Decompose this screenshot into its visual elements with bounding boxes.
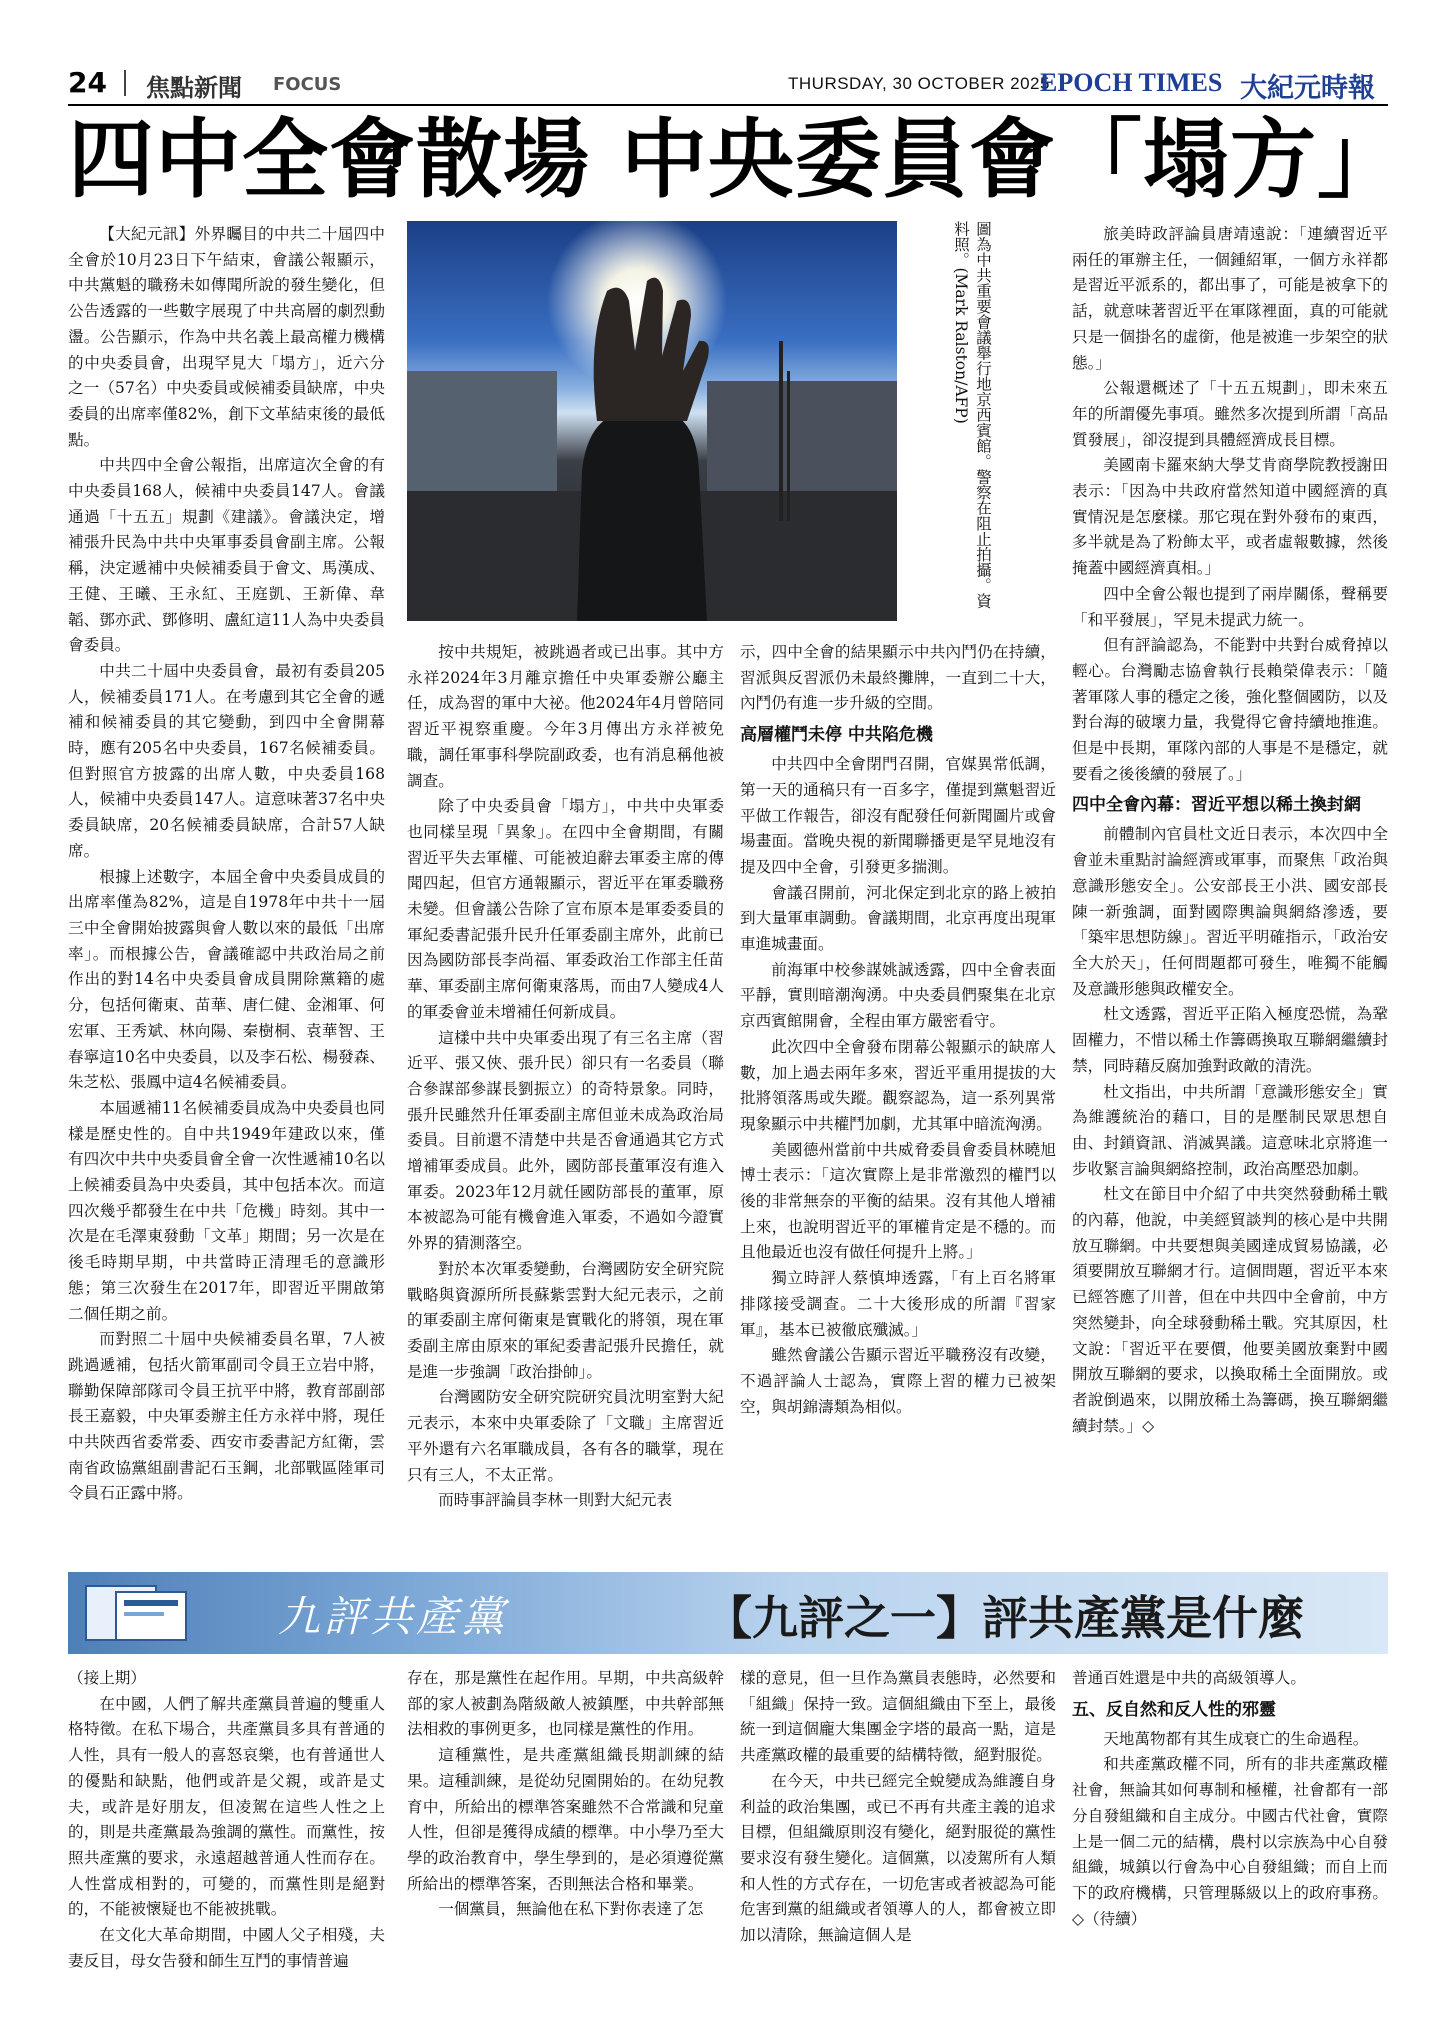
paragraph: 示，四中全會的結果顯示中共內鬥仍在持續，習派與反習派仍未最終攤牌，一直到二十大，內鬥仍有進一步升級的空間。 — [740, 643, 1056, 713]
paragraph: 中共四中全會閉門召開，官媒異常低調，第一天的通稿只有一百多字，僅提到黨魁習近平做工作報告，卻沒有配發任何新聞圖片或會場畫面。當晚央視的新聞聯播更是罕見地沒有提及四中全會，引發更多揣測。 — [740, 755, 1056, 876]
paragraph: 和共產黨政權不同，所有的非共產黨政權社會，無論其如何專制和極權，社會都有一部分自發組織和自主成分。中國古代社會，實際上是一個二元的結構，農村以宗族為中心自發組織，城鎮以行會為中心自發組織；而自上而下的政府機構，只管理縣級以上的政府事務。◇（待續） — [1072, 1755, 1388, 1928]
paragraph: 在中國，人們了解共產黨員普遍的雙重人格特徵。在私下場合，共產黨員多具有普通的人性，具有一般人的喜怒哀樂，也有普通世人的優點和缺點，他們或許是父親，或許是丈夫，或許是好朋友，但凌駕在這些人性之上的，則是共產黨最為強調的黨性。而黨性，按照共產黨的要求，永遠超越普通人性而存在。人性當成相對的，可變的，而黨性則是絕對的，不能被懷疑也不能被挑戰。 — [68, 1694, 385, 1919]
paragraph: 此次四中全會發布閉幕公報顯示的缺席人數，加上過去兩年多來，習近平重用提拔的大批將領落馬或失蹤。觀察認為，這一系列異常現象顯示中共權鬥加劇，尤其軍中暗流洶湧。 — [740, 1037, 1056, 1133]
nine-commentaries-banner — [68, 1572, 1388, 1654]
paragraph: 這樣中共中央軍委出現了有三名主席（習近平、張又俠、張升民）卻只有一名委員（聯合參謀部參謀長劉振立）的奇特景象。同時，張升民雖然升任軍委副主席但並未成為政治局委員。目前還不清楚中共是否會通過其它方式增補軍委成員。此外，國防部長董軍沒有進入軍委。2023年12月就任國防部長的董軍，原本被認為可能有機會進入軍委，不過如今證實外界的猜測落空。 — [407, 1028, 724, 1253]
paragraph: 一個黨員，無論他在私下對你表達了怎 — [438, 1900, 704, 1919]
paragraph: （接上期） — [68, 1669, 146, 1687]
paragraph: 在文化大革命期間，中國人父子相殘，夫妻反目，母女告發和師生互鬥的事情普遍 — [68, 1926, 385, 1970]
paragraph: 杜文指出，中共所謂「意識形態安全」實為維護統治的藉口，目的是壓制民眾思想自由、封鎖資訊、消滅異議。這意味北京將進一步收緊言論與網絡控制，政治高壓恐加劇。 — [1072, 1082, 1388, 1178]
article-column-1 — [68, 222, 385, 1544]
paragraph: 美國南卡羅來納大學艾肯商學院教授謝田表示：「因為中共政府當然知道中國經濟的真實情況是怎麼樣。那它現在對外發布的東西，多半就是為了粉飾太平，或者虛報數據，然後掩蓋中國經濟真相。」 — [1072, 456, 1388, 578]
news-photo — [407, 221, 897, 621]
paragraph: 在今天，中共已經完全蛻變成為維護自身利益的政治集團，或已不再有共產主義的追求目標，但組織原則沒有變化，絕對服從的黨性要求沒有發生變化。這個黨，以凌駕所有人類和人性的方式存在，一切危害或者被認為可能危害到黨的組織或者領導人的人，都會被立即加以清除，無論這個人是 — [740, 1771, 1056, 1945]
banner-series-title: 九評共產黨 — [278, 1592, 509, 1641]
section-name: 焦點新聞 — [146, 74, 242, 102]
paragraph: 天地萬物都有其生成衰亡的生命過程。 — [1103, 1729, 1369, 1748]
paragraph: 獨立時評人蔡慎坤透露，「有上百名將軍排隊接受調查。二十大後形成的所謂『習家軍』，基本已被徹底殲滅。」 — [740, 1269, 1056, 1339]
paragraph: 而對照二十屆中央候補委員名單，7人被跳過遞補，包括火箭軍副司令員王立岩中將，聯勤保障部隊司令員王抗平中將，教育部副部長王嘉毅，中央軍委辦主任方永祥中將，現任中共陝西省委常委、西安市委書記方紅衛，雲南省政協黨組副書記石玉鋼，北部戰區陸軍司令員石正露中將。 — [68, 1330, 385, 1503]
paragraph: 根據上述數字，本屆全會中央委員成員的出席率僅為82%，這是自1978年中共十一屆三中全會開始披露與會人數以來的最低「出席率」。而根據公告，會議確認中共政治局之前作出的對14名中央委員會成員開除黨籍的處分，包括何衛東、苗華、唐仁健、金湘軍、何宏軍、王秀斌、林向陽、秦樹桐、袁華智、王春寧這10名中央委員，以及李石松、楊發森、朱芝松、張鳳中這4名候補委員。 — [68, 867, 385, 1092]
paragraph: 除了中央委員會「塌方」，中共中央軍委也同樣呈現「異象」。在四中全會期間，有關習近平失去軍權、可能被迫辭去軍委主席的傳聞四起，但官方通報顯示，習近平在軍委職務未變。但會議公告除了宣布原本是軍委委員的軍紀委書記張升民升任軍委副主席外，此前已因為國防部長李尚福、軍委政治工作部主任苗華、軍委副主席何衛東落馬，而由7人變成4人的軍委會並未增補任何新成員。 — [407, 797, 724, 1021]
paragraph: 會議召開前，河北保定到北京的路上被拍到大量軍車調動。會議期間，北京再度出現軍車進城畫面。 — [740, 883, 1056, 954]
paragraph: 【大紀元訊】外界矚目的中共二十屆四中全會於10月23日下午結束，會議公報顯示，中共黨魁的職務未如傳聞所說的發生變化，但公告透露的一些數字展現了中共高層的劇烈動盪。公告顯示，作為中共名義上最高權力機構的中央委員會，出現罕見大「塌方」，近六分之一（57名）中央委員或候補委員缺席，中央委員的出席率僅82%，創下文革結束後的最低點。 — [68, 225, 385, 449]
photo-scene — [407, 221, 897, 621]
masthead-en: EPOCH TIMES — [1040, 68, 1223, 97]
paragraph: 前體制內官員杜文近日表示，本次四中全會並未重點討論經濟或軍事，而聚焦「政治與意識形態安全」。公安部長王小洪、國安部長陳一新強調，面對國際輿論與網絡滲透，要「築牢思想防線」。習近平明確指示，「政治安全大於天」，任何問題都可發生，唯獨不能觸及意識形態與政權安全。 — [1072, 825, 1388, 998]
paragraph: 美國德州當前中共威脅委員會委員林曉旭博士表示：「這次實際上是非常激烈的權鬥以後的非常無奈的平衡的結果。沒有其他人增補上來，也說明習近平的軍權肯定是不穩的。而且他最近也沒有做任何提升上將。」 — [740, 1140, 1056, 1262]
paragraph: 存在，那是黨性在起作用。早期，中共高級幹部的家人被劃為階級敵人被鎮壓，中共幹部無法相救的事例更多，也同樣是黨性的作用。 — [407, 1669, 724, 1739]
subheading: 高層權鬥未停 中共陷危機 — [740, 725, 933, 746]
page-number: 24 — [68, 66, 107, 99]
article-column-2 — [407, 640, 724, 1544]
header-divider — [124, 70, 126, 96]
paragraph: 樣的意見，但一旦作為黨員表態時，必然要和「組織」保持一致。這個組織由下至上，最後統一到這個龐大集團金字塔的最高一點，這是共產黨政權的最重要的結構特徵，絕對服從。 — [740, 1669, 1056, 1765]
paragraph: 杜文在節目中介紹了中共突然發動稀土戰的內幕，他說，中美經貿談判的核心是中共開放互聯網。中共要想與美國達成貿易協議，必須要開放互聯網才行。這個問題，習近平本來已經答應了川普，但在中共四中全會前，中方突然變卦，向全球發動稀土戰。究其原因，杜文說：「習近平在要價，他要美國放棄對中國開放互聯網的要求，以換取稀土全面開放。或者說倒過來，以開放稀土為籌碼，換互聯網繼續封禁。」◇ — [1072, 1185, 1388, 1435]
paragraph: 四中全會公報也提到了兩岸關係，聲稱要「和平發展」，罕見未提武力統一。 — [1072, 584, 1388, 629]
masthead-zh: 大紀元時報 — [1240, 73, 1375, 104]
paragraph: 台灣國防安全研究院研究員沈明室對大紀元表示，本來中央軍委除了「文職」主席習近平外還有六名軍職成員，各有各的職掌，現在只有三人，不太正常。 — [407, 1388, 724, 1484]
paragraph: 旅美時政評論員唐靖遠說：「連續習近平兩任的軍辦主任，一個鍾紹軍，一個方永祥都是習近平派系的，都出事了，可能是被拿下的話，就意味著習近平在軍隊裡面，真的可能就只是一個掛名的虛銜，他是被進一步架空的狀態。」 — [1072, 225, 1388, 372]
paragraph: 中共二十屆中央委員會，最初有委員205人，候補委員171人。在考慮到其它全會的遞補和候補委員的其它變動，到四中全會開幕時，應有205名中央委員，167名候補委員。但對照官方披露的出席人數，中央委員168人，候補中央委員147人。這意味著37名中央委員缺席，20名候補委員缺席，合計57人缺席。 — [68, 661, 385, 860]
paragraph: 而時事評論員李林一則對大紀元表 — [438, 1491, 673, 1510]
nine-column-3 — [740, 1666, 1056, 2036]
paragraph: 但有評論認為，不能對中共對台威脅掉以輕心。台灣勵志協會執行長賴榮偉表示：「隨著軍隊人事的穩定之後，強化整個國防，以及對台海的破壞力量，我覺得它會持續地推進。但是中長期，軍隊內部的人事是不是穩定，就要看之後後續的發展了。」 — [1072, 636, 1388, 783]
photo-caption: 圖為中共重要會議舉行地京西賓館。警察在阻止拍攝。資料照。(Mark Ralston/AFP) — [952, 221, 992, 609]
section-name-en: FOCUS — [273, 74, 342, 95]
paragraph: 按中共規矩，被跳過者或已出事。其中方永祥2024年3月離京擔任中央軍委辦公廳主任，成為習的軍中大祕。他2024年4月曾陪同習近平視察重慶。今年3月傳出方永祥被免職，調任軍事科學院副政委，也有消息稱他被調查。 — [407, 643, 724, 790]
nine-column-1 — [68, 1666, 385, 2036]
paragraph: 杜文透露，習近平正陷入極度恐慌，為鞏固權力，不惜以稀土作籌碼換取互聯網繼續封禁，同時藉反腐加強對政敵的清洗。 — [1072, 1005, 1388, 1075]
paragraph: 雖然會議公告顯示習近平職務沒有改變，不過評論人士認為，實際上習的權力已被架空，與胡錦濤類為相似。 — [740, 1346, 1056, 1416]
header-rule — [68, 104, 1388, 106]
page-header — [68, 66, 1388, 102]
issue-date: THURSDAY, 30 OCTOBER 2025 — [788, 74, 1050, 93]
book-icon — [76, 1582, 206, 1644]
article-column-3 — [740, 640, 1056, 1544]
paragraph: 前海軍中校參謀姚誠透露，四中全會表面平靜，實則暗潮洶湧。中央委員們聚集在北京京西賓館開會，全程由軍方嚴密看守。 — [740, 960, 1056, 1031]
subheading: 四中全會內幕：習近平想以稀土換封網 — [1072, 795, 1361, 816]
nine-column-2 — [407, 1666, 724, 2036]
paragraph: 這種黨性，是共產黨組織長期訓練的結果。這種訓練，是從幼兒園開始的。在幼兒教育中，所給出的標準答案雖然不合常識和兒童人性，但卻是獲得成績的標準。中小學乃至大學的政治教育中，學生學到的，是必須遵從黨所給出的標準答案，否則無法合格和畢業。 — [407, 1746, 724, 1893]
article-column-4 — [1072, 222, 1388, 1544]
banner-chapter-title: 【九評之一】評共產黨是什麼 — [706, 1591, 1304, 1645]
paragraph: 普通百姓還是中共的高級領導人。 — [1072, 1669, 1306, 1687]
nine-column-4 — [1072, 1666, 1388, 2036]
paragraph: 本屆遞補11名候補委員成為中央委員也同樣是歷史性的。自中共1949年建政以來，僅有四次中共中央委員會全會一次性遞補10名以上候補委員為中央委員，其中包括本次。而這四次幾乎都發生在中共「危機」時刻。其中一次是在毛澤東發動「文革」期間；另一次是在後毛時期早期，中共當時正清理毛的意識形態；第三次發生在2017年，即習近平開啟第二個任期之前。 — [68, 1098, 385, 1323]
paragraph: 公報還概述了「十五五規劃」，即未來五年的所謂優先事項。雖然多次提到所謂「高品質發展」，卻沒提到具體經濟成長目標。 — [1072, 379, 1388, 449]
headline: 四中全會散場 中央委員會「塌方」 — [68, 110, 1404, 210]
paragraph: 中共四中全會公報指，出席這次全會的有中央委員168人，候補中央委員147人。會議通過「十五五」規劃《建議》。會議決定，增補張升民為中共中央軍事委員會副主席。公報稱，決定遞補中央候補委員于會文、馬漢成、王健、王曦、王永紅、王庭凱、王新偉、韋韜、鄧亦武、鄧修明、盧紅這11人為中央委員會委員。 — [68, 456, 385, 655]
paragraph: 對於本次軍委變動，台灣國防安全研究院戰略與資源所所長蘇紫雲對大紀元表示，之前的軍委副主席何衛東是實戰化的將領，現在軍委副主席由原來的軍紀委書記張升民擔任，就是進一步強調「政治掛帥」。 — [407, 1259, 724, 1381]
subheading: 五、反自然和反人性的邪靈 — [1072, 1699, 1276, 1720]
